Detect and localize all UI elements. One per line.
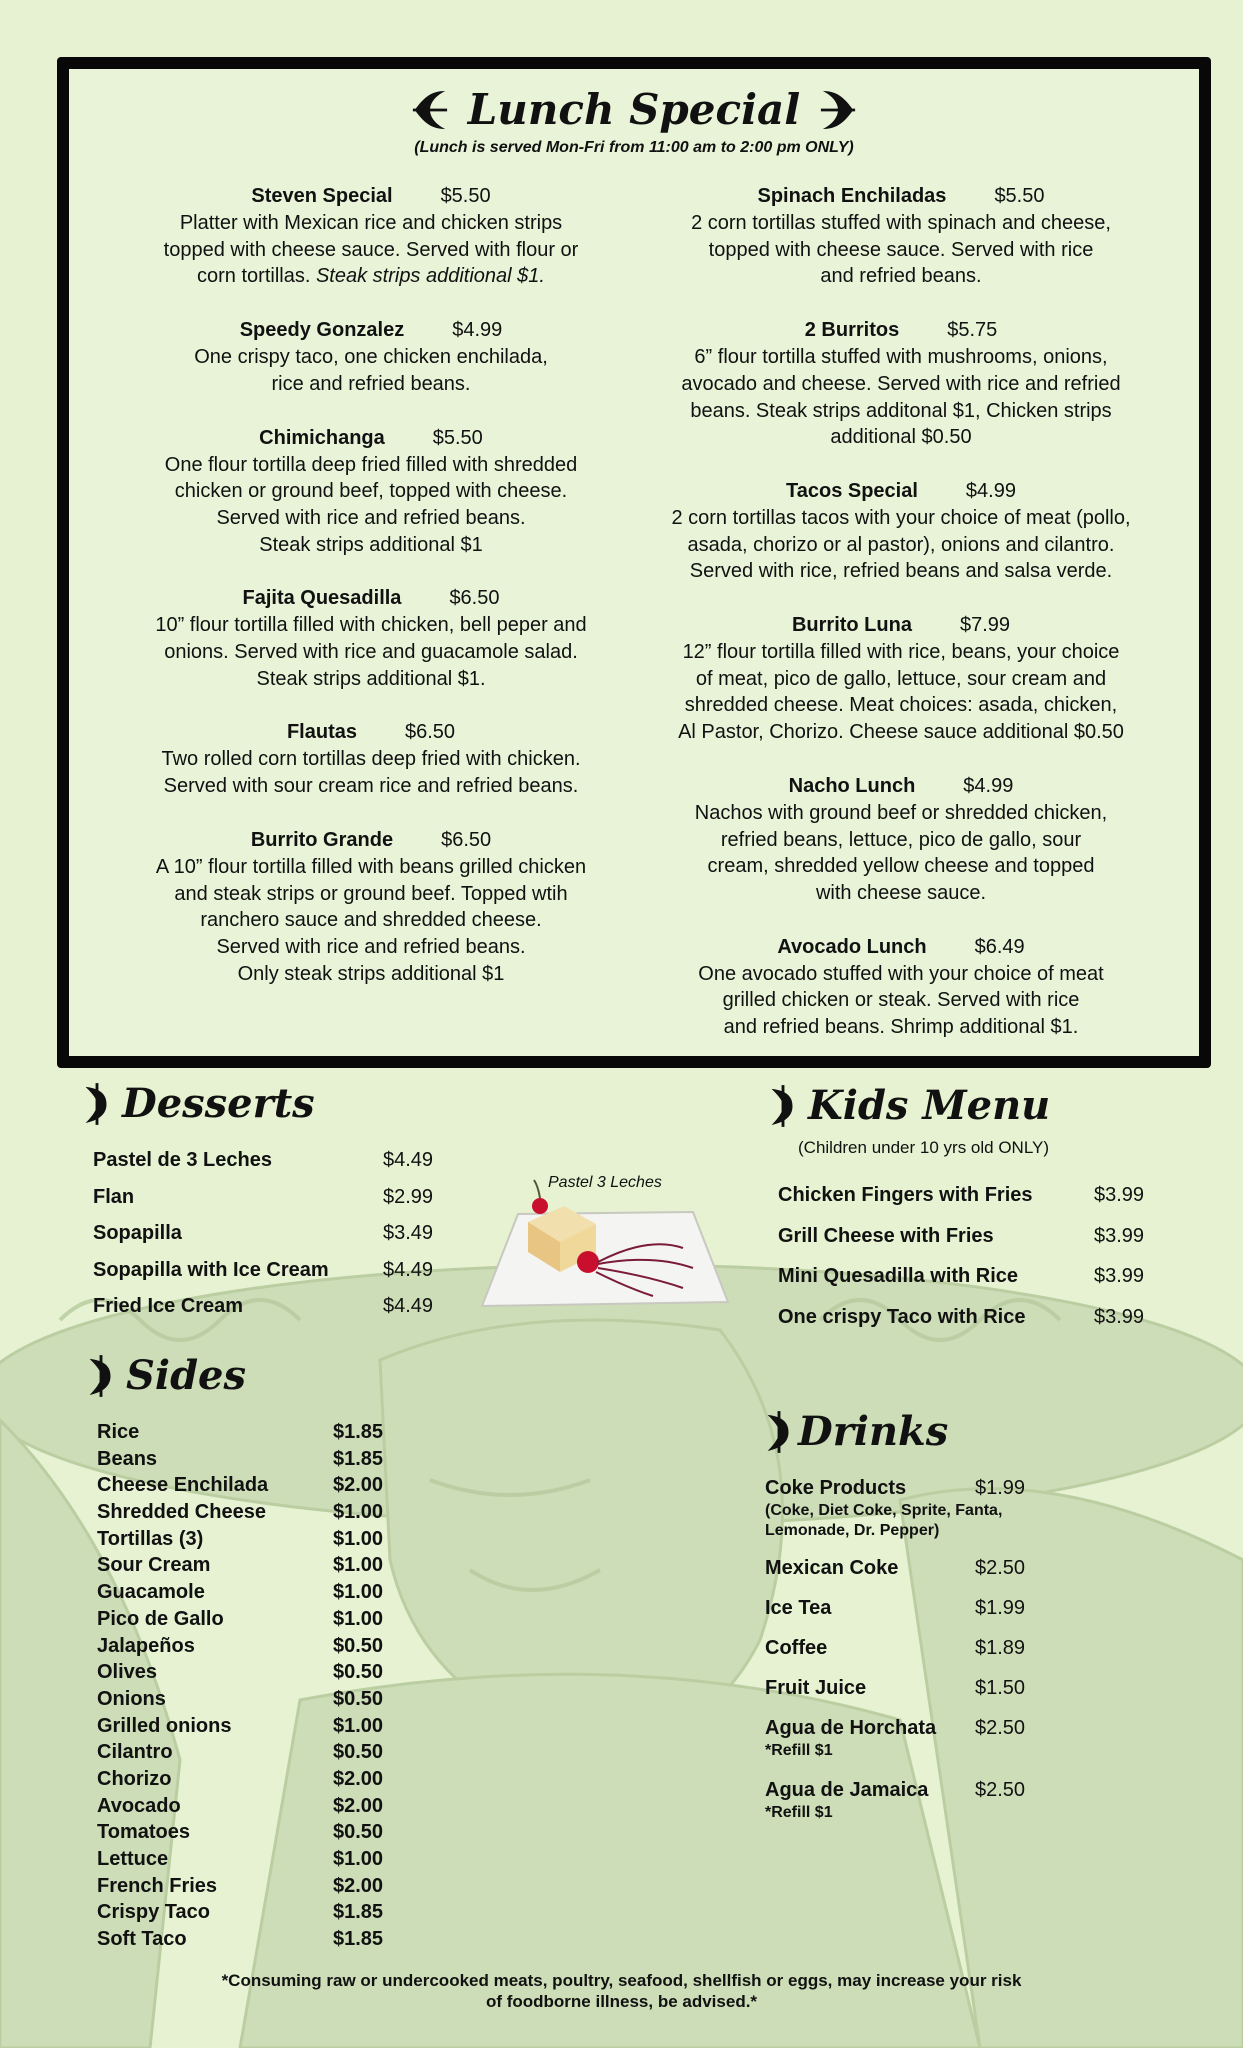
item-name: Agua de Horchata [765, 1717, 937, 1739]
item-price: $1.00 [333, 1714, 384, 1737]
lunch-special-panel [57, 57, 1211, 1068]
list-item [97, 1606, 383, 1633]
desserts-title: Desserts [122, 1080, 315, 1127]
item-price: $0.50 [333, 1687, 384, 1710]
item-price: $3.99 [1094, 1224, 1145, 1247]
item-price: $2.50 [975, 1717, 1026, 1739]
item-price: $4.99 [963, 774, 1014, 797]
item-name: Fried Ice Cream [93, 1295, 244, 1318]
item-description: 2 corn tortillas tacos with your choice of meat (pollo, asada, chorizo or al pastor), onions and cilantro. Served with rice, refried beans and salsa verde. [671, 506, 1131, 583]
list-item [97, 1499, 383, 1526]
list-item [778, 1256, 1144, 1297]
item-price: $5.50 [440, 185, 491, 207]
lunch-left-column [111, 183, 631, 1014]
list-item [97, 1766, 383, 1793]
photo-caption: Pastel 3 Leches [548, 1174, 662, 1191]
item-price: $1.85 [333, 1447, 384, 1470]
item-name: Chimichanga [259, 426, 385, 449]
item-description: One avocado stuffed with your choice of meat grilled chicken or steak. Served with rice and refried beans. Shrimp additional $1. [698, 962, 1104, 1039]
menu-item [641, 773, 1161, 907]
kids-menu-list [778, 1175, 1144, 1337]
menu-item [641, 183, 1161, 290]
item-price: $0.50 [333, 1821, 384, 1844]
drinks-heading [760, 1408, 948, 1455]
item-name: Sopapilla with Ice Cream [93, 1258, 329, 1281]
list-item [97, 1926, 383, 1953]
item-name: Sopapilla [93, 1222, 182, 1245]
dessert-photo [478, 1176, 738, 1311]
item-price: $2.00 [333, 1474, 384, 1497]
item-name: Chorizo [97, 1767, 172, 1790]
item-name: Avocado [97, 1794, 181, 1817]
list-item [97, 1899, 383, 1926]
item-price: $1.89 [975, 1637, 1026, 1659]
cake-plate-image [478, 1176, 738, 1311]
list-item [97, 1633, 383, 1660]
item-description: 10” flour tortilla filled with chicken, bell peper and onions. Served with rice and guacamole salad. Steak strips additional $1. [155, 614, 587, 690]
item-name: Burrito Grande [250, 828, 394, 851]
item-price: $1.00 [333, 1581, 384, 1604]
item-price: $0.50 [333, 1741, 384, 1764]
list-item [97, 1446, 383, 1473]
item-name: Steven Special [251, 185, 393, 207]
list-item [778, 1297, 1144, 1338]
item-description: Nachos with ground beef or shredded chicken, refried beans, lettuce, pico de gallo, sour cream, shredded yellow cheese and topped with cheese sauce. [694, 801, 1108, 904]
list-item [97, 1819, 383, 1846]
item-price: $4.49 [383, 1149, 434, 1171]
item-name: Agua de Jamaica [765, 1779, 929, 1801]
list-item [765, 1715, 1025, 1761]
list-item [97, 1686, 383, 1713]
item-name: Grill Cheese with Fries [778, 1224, 994, 1247]
item-name: 2 Burritos [804, 319, 900, 342]
flourish-icon [764, 1083, 802, 1129]
item-name: Coke Products [765, 1477, 907, 1499]
item-description: 6” flour tortilla stuffed with mushrooms, onions, avocado and cheese. Served with rice and refried beans. Steak strips additonal $1, Chicken strips additional $0.50 [681, 346, 1121, 449]
flourish-icon [411, 87, 449, 133]
list-item [97, 1659, 383, 1686]
item-price: $2.00 [333, 1767, 384, 1790]
item-price: $1.00 [333, 1848, 384, 1870]
item-description: 2 corn tortillas stuffed with spinach and cheese, topped with cheese sauce. Served with rice and refried beans. [691, 212, 1111, 288]
item-price: $2.99 [383, 1185, 434, 1208]
item-name: Flautas [286, 721, 357, 744]
item-name: Spinach Enchiladas [757, 185, 947, 207]
sides-title: Sides [126, 1352, 247, 1399]
list-item [765, 1777, 1025, 1823]
item-description: One crispy taco, one chicken enchilada, rice and refried beans. [194, 346, 548, 395]
menu-item [111, 183, 631, 290]
list-item [93, 1252, 433, 1289]
item-price: $4.49 [383, 1295, 434, 1318]
menu-item [111, 317, 631, 397]
menu-item [111, 425, 631, 559]
list-item [97, 1846, 383, 1873]
item-note: Steak strips additional $1. [315, 265, 545, 288]
lunch-right-column [641, 183, 1161, 1068]
item-price: $5.75 [947, 319, 998, 342]
list-item [93, 1142, 433, 1179]
item-price: $3.49 [383, 1222, 434, 1245]
list-item [97, 1526, 383, 1553]
item-name: Olives [97, 1661, 158, 1684]
sides-list [97, 1419, 383, 1953]
item-name: Speedy Gonzalez [239, 319, 405, 342]
item-price: $0.50 [333, 1661, 384, 1684]
item-price: $6.50 [404, 721, 456, 744]
menu-item [641, 934, 1161, 1041]
item-name: Beans [97, 1447, 158, 1470]
item-name: Jalapeños [97, 1634, 195, 1657]
item-price: $1.00 [333, 1501, 384, 1524]
menu-item [111, 585, 631, 692]
item-name: Nacho Lunch [788, 774, 916, 797]
list-item [97, 1713, 383, 1740]
list-item [97, 1873, 383, 1900]
desserts-heading [78, 1080, 315, 1127]
item-name: One crispy Taco with Rice [778, 1305, 1026, 1328]
item-price: $3.99 [1094, 1184, 1145, 1206]
list-item [97, 1579, 383, 1606]
list-item [93, 1288, 433, 1325]
item-name: Crispy Taco [97, 1901, 210, 1924]
item-price: $5.50 [432, 426, 483, 449]
item-name: Coffee [765, 1637, 828, 1659]
item-name: Soft Taco [97, 1928, 187, 1951]
list-item [97, 1472, 383, 1499]
item-name: Flan [93, 1185, 135, 1208]
item-name: Sour Cream [97, 1554, 211, 1577]
item-description: 12” flour tortilla filled with rice, beans, your choice of meat, pico de gallo, lettuce, sour cream and shredded cheese. Meat choices: asada, chicken, Al Pastor, Chorizo. Cheese sauce additional $0.50 [678, 641, 1124, 744]
list-item [765, 1635, 1025, 1661]
flourish-icon [760, 1409, 798, 1455]
item-price: $2.50 [975, 1779, 1026, 1801]
item-name: Chicken Fingers with Fries [778, 1184, 1033, 1206]
menu-item [641, 478, 1161, 585]
item-note: *Refill $1 [765, 1804, 833, 1821]
list-item [97, 1552, 383, 1579]
list-item [778, 1175, 1144, 1216]
item-name: Cilantro [97, 1741, 173, 1764]
lunch-hours-note: (Lunch is served Mon-Fri from 11:00 am to 2:00 pm ONLY) [414, 139, 854, 156]
item-name: Cheese Enchilada [97, 1474, 269, 1497]
item-price: $1.00 [333, 1527, 384, 1550]
item-name: Onions [97, 1687, 166, 1710]
menu-item [111, 827, 631, 988]
list-item [778, 1216, 1144, 1257]
item-name: French Fries [97, 1874, 218, 1897]
flourish-icon [819, 87, 857, 133]
item-price: $1.85 [333, 1928, 384, 1951]
menu-item [641, 612, 1161, 746]
item-name: Fruit Juice [765, 1677, 867, 1699]
item-price: $1.00 [333, 1554, 384, 1577]
item-price: $0.50 [333, 1634, 384, 1657]
item-price: $5.50 [994, 185, 1045, 207]
list-item [97, 1793, 383, 1820]
item-price: $6.50 [441, 828, 492, 851]
item-name: Mexican Coke [765, 1557, 899, 1579]
item-name: Rice [97, 1421, 140, 1443]
item-price: $3.99 [1094, 1305, 1145, 1328]
list-item [765, 1475, 1025, 1541]
item-name: Guacamole [97, 1581, 205, 1604]
kids-menu-title: Kids Menu [808, 1082, 1051, 1129]
item-price: $4.49 [383, 1258, 434, 1281]
desserts-list [93, 1142, 433, 1325]
food-safety-disclaimer: *Consuming raw or undercooked meats, poultry, seafood, shellfish or eggs, may increase your risk of foodborne illness, be advised.* [221, 1971, 1022, 2011]
item-price: $1.85 [333, 1901, 384, 1924]
item-price: $3.99 [1094, 1265, 1145, 1288]
item-price: $2.00 [333, 1874, 384, 1897]
item-note: *Refill $1 [765, 1742, 833, 1759]
item-name: Avocado Lunch [777, 935, 927, 958]
list-item [97, 1739, 383, 1766]
flourish-icon [78, 1081, 116, 1127]
item-name: Pastel de 3 Leches [93, 1149, 272, 1171]
drinks-list [765, 1475, 1025, 1837]
item-name: Tomatoes [97, 1821, 190, 1844]
list-item [765, 1595, 1025, 1621]
item-name: Fajita Quesadilla [242, 587, 402, 610]
item-description: A 10” flour tortilla filled with beans grilled chicken and steak strips or ground beef. Topped wtih ranchero sauce and shredded cheese. Served with rice and refried beans. Only steak strips additional $1 [155, 855, 587, 985]
item-price: $6.50 [449, 587, 500, 610]
item-price: $7.99 [959, 614, 1011, 637]
item-name: Pico de Gallo [97, 1607, 224, 1630]
item-name: Shredded Cheese [97, 1501, 266, 1524]
list-item [93, 1179, 433, 1216]
item-price: $1.99 [975, 1597, 1026, 1619]
item-name: Mini Quesadilla with Rice [778, 1265, 1019, 1288]
kids-age-note: (Children under 10 yrs old ONLY) [798, 1138, 1050, 1157]
item-description: Two rolled corn tortillas deep fried with chicken. Served with sour cream rice and refried beans. [161, 748, 581, 798]
item-price: $2.50 [975, 1557, 1026, 1579]
item-name: Lettuce [97, 1848, 169, 1870]
item-price: $1.99 [975, 1477, 1026, 1499]
item-price: $4.99 [452, 319, 503, 342]
item-description: Platter with Mexican rice and chicken strips topped with cheese sauce. Served with flour or corn tortillas. [163, 212, 579, 288]
kids-menu-heading [764, 1082, 1050, 1129]
list-item [765, 1555, 1025, 1581]
item-price: $1.50 [975, 1677, 1026, 1699]
sides-heading [82, 1352, 246, 1399]
item-name: Grilled onions [97, 1714, 232, 1737]
menu-item [111, 719, 631, 799]
lunch-title-row [69, 85, 1199, 134]
menu-item [641, 317, 1161, 451]
list-item [93, 1215, 433, 1252]
item-price: $1.85 [333, 1421, 384, 1443]
item-name: Burrito Luna [791, 614, 912, 637]
list-item [97, 1419, 383, 1446]
item-description: One flour tortilla deep fried filled with shredded chicken or ground beef, topped with cheese. Served with rice and refried beans. Steak strips additional $1 [164, 453, 578, 556]
item-price: $6.49 [974, 935, 1025, 958]
item-price: $1.00 [333, 1607, 384, 1630]
item-note: (Coke, Diet Coke, Sprite, Fanta, Lemonade, Dr. Pepper) [765, 1502, 1003, 1539]
list-item [765, 1675, 1025, 1701]
item-name: Tacos Special [786, 479, 918, 502]
item-name: Tortillas (3) [97, 1527, 204, 1550]
lunch-title: Lunch Special [467, 85, 801, 134]
drinks-title: Drinks [798, 1408, 949, 1455]
item-price: $4.99 [965, 479, 1016, 502]
item-name: Ice Tea [765, 1597, 832, 1619]
item-price: $2.00 [333, 1794, 384, 1817]
flourish-icon [82, 1353, 120, 1399]
